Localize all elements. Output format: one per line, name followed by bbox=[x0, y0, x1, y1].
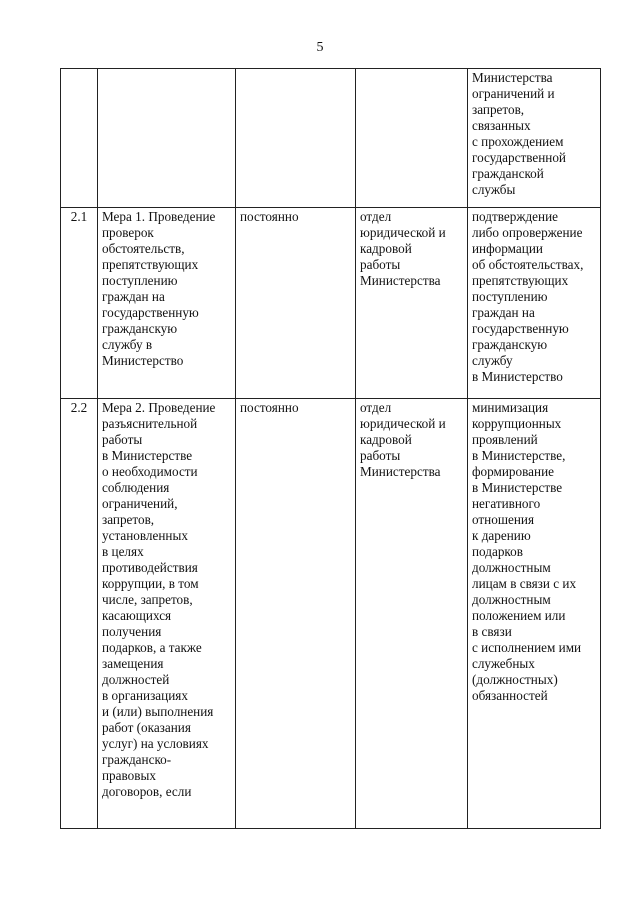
table-row bbox=[61, 69, 601, 208]
result-cell: минимизация коррупционных проявлений в Министерстве, формирование в Министерстве негативного отношения к дарению подарков должностным лицам в связи с их должностным положением или в связи с исполнением ими служебных (должностных) обязанностей bbox=[468, 399, 601, 829]
measure-cell bbox=[98, 69, 236, 208]
result-cell: Министерства ограничений и запретов, связанных с прохождением государственной гражданской службы bbox=[468, 69, 601, 208]
row-number-cell bbox=[61, 69, 98, 208]
table-row bbox=[61, 208, 601, 399]
page-number: 5 bbox=[316, 40, 324, 55]
deadline-cell: постоянно bbox=[236, 208, 356, 399]
row-number-cell: 2.1 bbox=[61, 208, 98, 399]
measures-table bbox=[60, 68, 601, 829]
responsible-cell: отдел юридической и кадровой работы Министерства bbox=[356, 399, 468, 829]
table-row bbox=[61, 399, 601, 829]
measure-cell: Мера 1. Проведение проверок обстоятельств, препятствующих поступлению граждан на государственную гражданскую службу в Министерство bbox=[98, 208, 236, 399]
responsible-cell bbox=[356, 69, 468, 208]
deadline-cell bbox=[236, 69, 356, 208]
deadline-cell: постоянно bbox=[236, 399, 356, 829]
measure-cell: Мера 2. Проведение разъяснительной работы в Министерстве о необходимости соблюдения ограничений, запретов, установленных в целях противодействия коррупции, в том числе, запретов, касающихся получения подарков, а также замещения должностей в организациях и (или) выполнения работ (оказания услуг) на условиях гражданско- правовых договоров, если bbox=[98, 399, 236, 829]
result-cell: подтверждение либо опровержение информации об обстоятельствах, препятствующих поступлению граждан на государственную гражданскую службу в Министерство bbox=[468, 208, 601, 399]
row-number-cell: 2.2 bbox=[61, 399, 98, 829]
responsible-cell: отдел юридической и кадровой работы Министерства bbox=[356, 208, 468, 399]
